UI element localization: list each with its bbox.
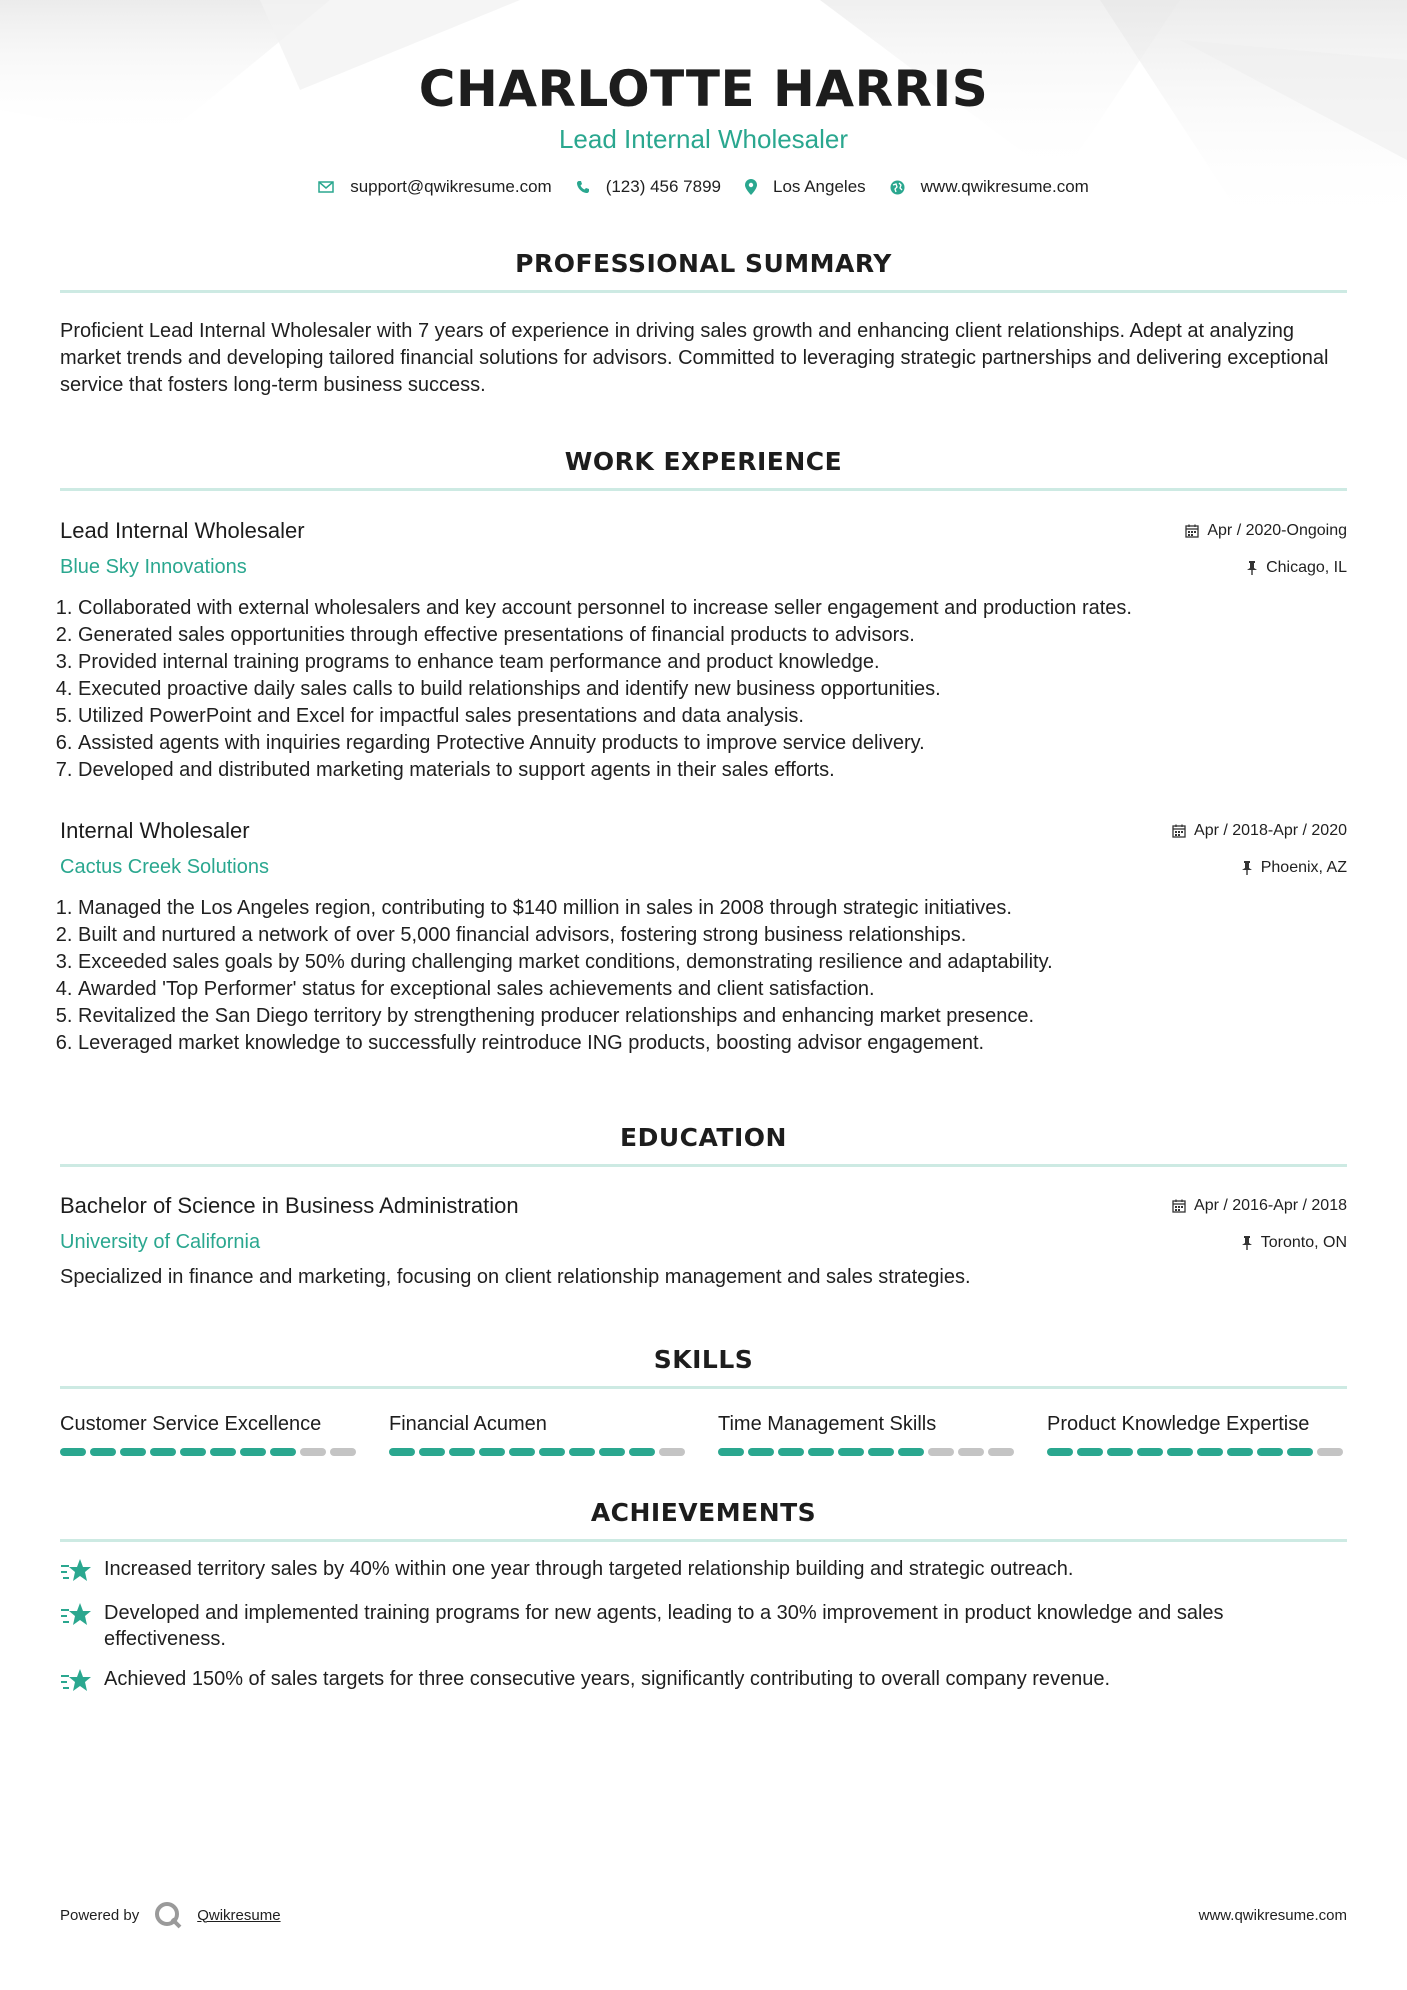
skill-level-bar (718, 1448, 1018, 1456)
skill-segment-filled (210, 1448, 236, 1456)
list-item: 5. Revitalized the San Diego territory by strengthening producer relationships and enhancing market presence. (78, 1003, 1347, 1030)
company-name: Blue Sky Innovations (60, 556, 247, 578)
contact-row (60, 177, 1347, 197)
skill-segment-filled (240, 1448, 266, 1456)
skill-segment-filled (1107, 1448, 1133, 1456)
skill-segment-empty (928, 1448, 954, 1456)
job-location (1241, 859, 1347, 877)
contact-email[interactable] (318, 177, 552, 197)
calendar-icon (1172, 1199, 1186, 1213)
envelope-icon (318, 181, 334, 193)
job-date (1172, 822, 1347, 840)
skill-segment-filled (1197, 1448, 1223, 1456)
star-icon (60, 1666, 92, 1696)
calendar-icon (1185, 524, 1199, 538)
skill-segment-filled (838, 1448, 864, 1456)
skills-row (60, 1413, 1347, 1456)
skill-segment-filled (449, 1448, 475, 1456)
education-entry (60, 1193, 1347, 1289)
section-title-education: EDUCATION (620, 1123, 787, 1152)
skill-segment-filled (1137, 1448, 1163, 1456)
list-item: 5. Utilized PowerPoint and Excel for impactful sales presentations and data analysis. (78, 703, 1347, 730)
job-date-text: Apr / 2020-Ongoing (1207, 522, 1347, 539)
skill-name: Time Management Skills (718, 1413, 937, 1435)
job-title: Internal Wholesaler (60, 818, 250, 843)
achievement-item (60, 1666, 1347, 1696)
pushpin-icon (1246, 561, 1258, 575)
achievement-text: Increased territory sales by 40% within one year through targeted relationship building and strategic outreach. (104, 1558, 1074, 1580)
footer-website[interactable]: www.qwikresume.com (1198, 1906, 1347, 1924)
location-text: Los Angeles (773, 177, 866, 196)
education-section (60, 1123, 1347, 1289)
list-item: 1. Collaborated with external wholesalers and key account personnel to increase seller engagement and production rates. (78, 595, 1347, 622)
skill-item (389, 1413, 689, 1456)
achievements-section (60, 1498, 1347, 1696)
section-divider (60, 290, 1347, 293)
candidate-name: CHARLOTTE HARRIS (418, 60, 989, 118)
achievement-text: Developed and implemented training programs for new agents, leading to a 30% improvement in product knowledge and sales effectiveness. (104, 1602, 1224, 1650)
skill-name: Financial Acumen (389, 1413, 547, 1435)
skill-segment-filled (479, 1448, 505, 1456)
skill-segment-filled (718, 1448, 744, 1456)
education-location-text: Toronto, ON (1260, 1233, 1347, 1251)
skill-segment-filled (539, 1448, 565, 1456)
powered-by-label: Powered by (60, 1906, 140, 1924)
company-name: Cactus Creek Solutions (60, 856, 269, 878)
skill-segment-filled (270, 1448, 296, 1456)
skill-item (60, 1413, 360, 1456)
section-divider (60, 1164, 1347, 1167)
skill-segment-empty (988, 1448, 1014, 1456)
skill-segment-filled (180, 1448, 206, 1456)
skill-segment-filled (90, 1448, 116, 1456)
phone-icon (576, 180, 590, 194)
skill-segment-filled (509, 1448, 535, 1456)
website-text: www.qwikresume.com (920, 177, 1089, 196)
skill-segment-filled (629, 1448, 655, 1456)
education-description: Specialized in finance and marketing, focusing on client relationship management and sales strategies. (60, 1266, 971, 1288)
job-title: Lead Internal Wholesaler (60, 518, 305, 543)
skill-segment-filled (1287, 1448, 1313, 1456)
list-item: 4. Awarded 'Top Performer' status for exceptional sales achievements and client satisfaction. (78, 976, 1347, 1003)
section-title-experience: WORK EXPERIENCE (564, 447, 843, 476)
list-item: 1. Managed the Los Angeles region, contributing to $140 million in sales in 2008 through strategic initiatives. (78, 895, 1347, 922)
list-item: 6. Leveraged market knowledge to successfully reintroduce ING products, boosting advisor engagement. (78, 1030, 1347, 1057)
section-title-achievements: ACHIEVEMENTS (590, 1498, 817, 1527)
skill-item (1047, 1413, 1347, 1456)
skill-name: Product Knowledge Expertise (1047, 1413, 1310, 1435)
summary-section (60, 249, 1347, 399)
skill-level-bar (60, 1448, 360, 1456)
skill-segment-empty (300, 1448, 326, 1456)
skill-level-bar (389, 1448, 689, 1456)
skill-segment-filled (389, 1448, 415, 1456)
page-footer (60, 1900, 1347, 1930)
skill-item (718, 1413, 1018, 1456)
job-date-text: Apr / 2018-Apr / 2020 (1194, 822, 1347, 839)
skill-segment-filled (599, 1448, 625, 1456)
achievement-text: Achieved 150% of sales targets for three consecutive years, significantly contributing to overall company revenue. (104, 1668, 1111, 1690)
skill-segment-filled (1167, 1448, 1193, 1456)
contact-website[interactable] (890, 177, 1089, 197)
achievement-item (60, 1600, 1347, 1652)
skill-segment-filled (569, 1448, 595, 1456)
skill-segment-filled (419, 1448, 445, 1456)
skill-segment-filled (1227, 1448, 1253, 1456)
skill-segment-filled (150, 1448, 176, 1456)
candidate-role: Lead Internal Wholesaler (558, 124, 849, 154)
list-item: 3. Exceeded sales goals by 50% during challenging market conditions, demonstrating resilience and adaptability. (78, 949, 1347, 976)
contact-location (745, 177, 866, 197)
list-item: 2. Generated sales opportunities through effective presentations of financial products to advisors. (78, 622, 1347, 649)
degree-title: Bachelor of Science in Business Administration (60, 1193, 519, 1218)
skill-segment-filled (60, 1448, 86, 1456)
job-entry (60, 818, 1347, 1057)
job-entry (60, 518, 1347, 784)
section-title-summary: PROFESSIONAL SUMMARY (515, 249, 892, 278)
skill-level-bar (1047, 1448, 1347, 1456)
skill-segment-filled (120, 1448, 146, 1456)
job-location-text: Chicago, IL (1266, 558, 1347, 576)
pushpin-icon (1241, 861, 1253, 875)
skill-segment-empty (1317, 1448, 1343, 1456)
star-icon (60, 1600, 92, 1630)
skill-segment-filled (1047, 1448, 1073, 1456)
summary-text: Proficient Lead Internal Wholesaler with 7 years of experience in driving sales growth and enhancing client relationships. Adept at analyzing market trends and developing tailored financial solutions for advisors. Committed to leveraging strategic partnerships and delivering exceptional service that fosters long-term business success. (60, 320, 1329, 396)
job-location (1246, 559, 1347, 577)
map-marker-icon (745, 179, 757, 195)
list-item: 2. Built and nurtured a network of over 5,000 financial advisors, fostering strong business relationships. (78, 922, 1347, 949)
skill-segment-empty (958, 1448, 984, 1456)
job-date (1185, 522, 1347, 540)
list-item: 7. Developed and distributed marketing materials to support agents in their sales efforts. (78, 757, 1347, 784)
skills-section (60, 1345, 1347, 1456)
list-item: 3. Provided internal training programs to enhance team performance and product knowledge. (78, 649, 1347, 676)
star-icon (60, 1556, 92, 1586)
school-name: University of California (60, 1231, 261, 1253)
skill-segment-empty (330, 1448, 356, 1456)
globe-icon (890, 180, 905, 195)
resume-header (60, 0, 1347, 197)
experience-section (60, 447, 1347, 1057)
contact-phone[interactable] (576, 177, 721, 197)
qwikresume-link[interactable]: Qwikresume (197, 1906, 281, 1924)
skill-segment-filled (778, 1448, 804, 1456)
section-divider (60, 1539, 1347, 1542)
skill-segment-filled (1257, 1448, 1283, 1456)
section-title-skills: SKILLS (653, 1345, 754, 1374)
skill-segment-filled (808, 1448, 834, 1456)
skill-segment-filled (1077, 1448, 1103, 1456)
section-divider (60, 1386, 1347, 1389)
section-divider (60, 488, 1347, 491)
achievement-item (60, 1556, 1347, 1586)
skill-segment-filled (898, 1448, 924, 1456)
job-location-text: Phoenix, AZ (1260, 858, 1347, 876)
pushpin-icon (1241, 1236, 1253, 1250)
calendar-icon (1172, 824, 1186, 838)
phone-text: (123) 456 7899 (605, 177, 722, 196)
duty-list (60, 595, 1347, 784)
duty-list (60, 895, 1347, 1057)
education-date-text: Apr / 2016-Apr / 2018 (1194, 1197, 1347, 1214)
list-item: 6. Assisted agents with inquiries regarding Protective Annuity products to improve service delivery. (78, 730, 1347, 757)
education-location (1241, 1234, 1347, 1252)
education-date (1172, 1197, 1347, 1215)
skill-segment-filled (748, 1448, 774, 1456)
skill-segment-empty (659, 1448, 685, 1456)
list-item: 4. Executed proactive daily sales calls to build relationships and identify new business opportunities. (78, 676, 1347, 703)
skill-segment-filled (868, 1448, 894, 1456)
qwikresume-logo-icon (153, 1900, 183, 1930)
skill-name: Customer Service Excellence (60, 1413, 322, 1435)
email-text: support@qwikresume.com (350, 177, 552, 196)
